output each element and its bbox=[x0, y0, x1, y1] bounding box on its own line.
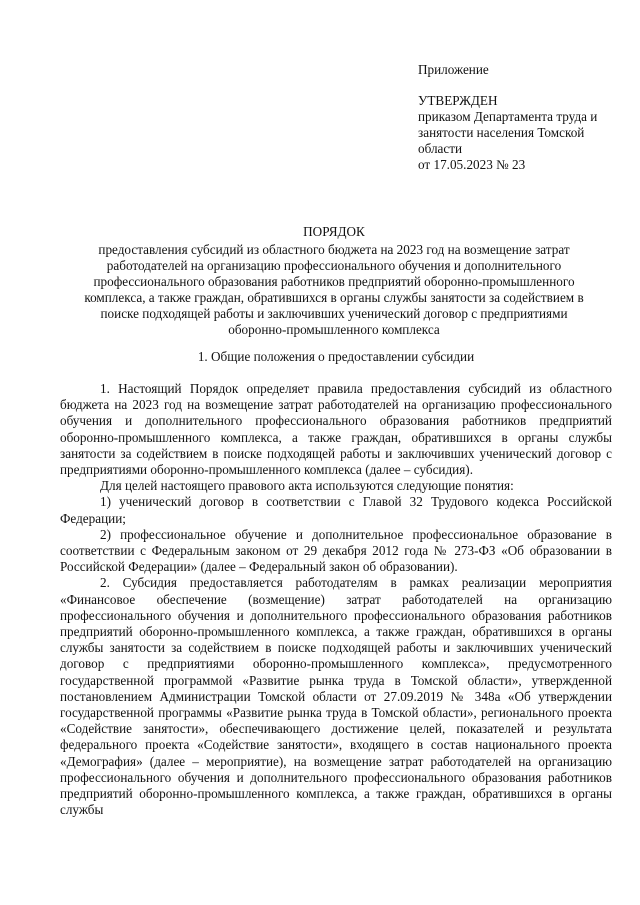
paragraph-2: Для целей настоящего правового акта используются следующие понятия: bbox=[100, 478, 514, 494]
document-body bbox=[60, 381, 612, 818]
approval-date: от 17.05.2023 № 23 bbox=[418, 157, 526, 172]
approval-block bbox=[418, 62, 614, 173]
title-subtitle: предоставления субсидий из областного бюджета на 2023 год на возмещение затрат работодателей на организацию профессионального обучения и дополнительного профессионального образования работников предприятий оборонно-промышленного комплекса, а также граждан, обратившихся в органы службы занятости за содействием в поиске подходящей работы и заключивших ученический договор с предприятиями оборонно-промышленного комплекса bbox=[84, 242, 584, 337]
document-title bbox=[74, 224, 594, 338]
section-title: 1. Общие положения о предоставлении субсидии bbox=[197, 349, 475, 364]
approved-label: УТВЕРЖДЕН bbox=[418, 93, 498, 108]
paragraph-5: 2. Субсидия предоставляется работодателям в рамках реализации мероприятия «Финансовое обеспечение (возмещение) затрат работодателей на организацию профессионального обучения и дополнительного профессионального образования работников предприятий оборонно-промышленного комплекса, а также граждан, обратившихся в органы службы занятости за содействием в поиске подходящей работы и заключивших ученический договор с предприятиями оборонно-промышленного комплекса», предусмотренного государственной программой «Развитие рынка труда в Томской области», утвержденной постановлением Администрации Томской области от 27.09.2019 № 348а «Об утверждении государственной программы «Развитие рынка труда в Томской области», регионального проекта «Содействие занятости», обеспечивающего достижение целей, показателей и результата федерального проекта «Содействие занятости», входящего в состав национального проекта «Демография» (далее – мероприятие), на возмещение затрат работодателей на организацию профессионального обучения и дополнительного профессионального образования работников предприятий оборонно-промышленного комплекса, а также граждан, обратившихся в органы службы bbox=[60, 575, 612, 818]
approval-line-2: занятости населения Томской bbox=[418, 125, 585, 140]
paragraph-1: 1. Настоящий Порядок определяет правила предоставления субсидий из областного бюджета на 2023 год на возмещение затрат работодателей на организацию профессионального обучения и дополнительного профессионального образования работников предприятий оборонно-промышленного комплекса, а также граждан, обратившихся в органы службы занятости за содействием в поиске подходящей работы и заключивших ученический договор с предприятиями оборонно-промышленного комплекса (далее – субсидия). bbox=[60, 381, 612, 478]
appendix-label: Приложение bbox=[418, 62, 489, 77]
approval-line-1: приказом Департамента труда и bbox=[418, 109, 598, 124]
paragraph-4: 2) профессиональное обучение и дополнительное профессиональное образование в соответствии с Федеральным законом от 29 декабря 2012 года № 273-ФЗ «Об образовании в Российской Федерации» (далее – Федеральный закон об образовании). bbox=[60, 526, 612, 575]
paragraph-3: 1) ученический договор в соответствии с Главой 32 Трудового кодекса Российской Федерации; bbox=[60, 494, 612, 526]
title-heading: ПОРЯДОК bbox=[303, 224, 365, 239]
approval-line-3: области bbox=[418, 141, 463, 156]
